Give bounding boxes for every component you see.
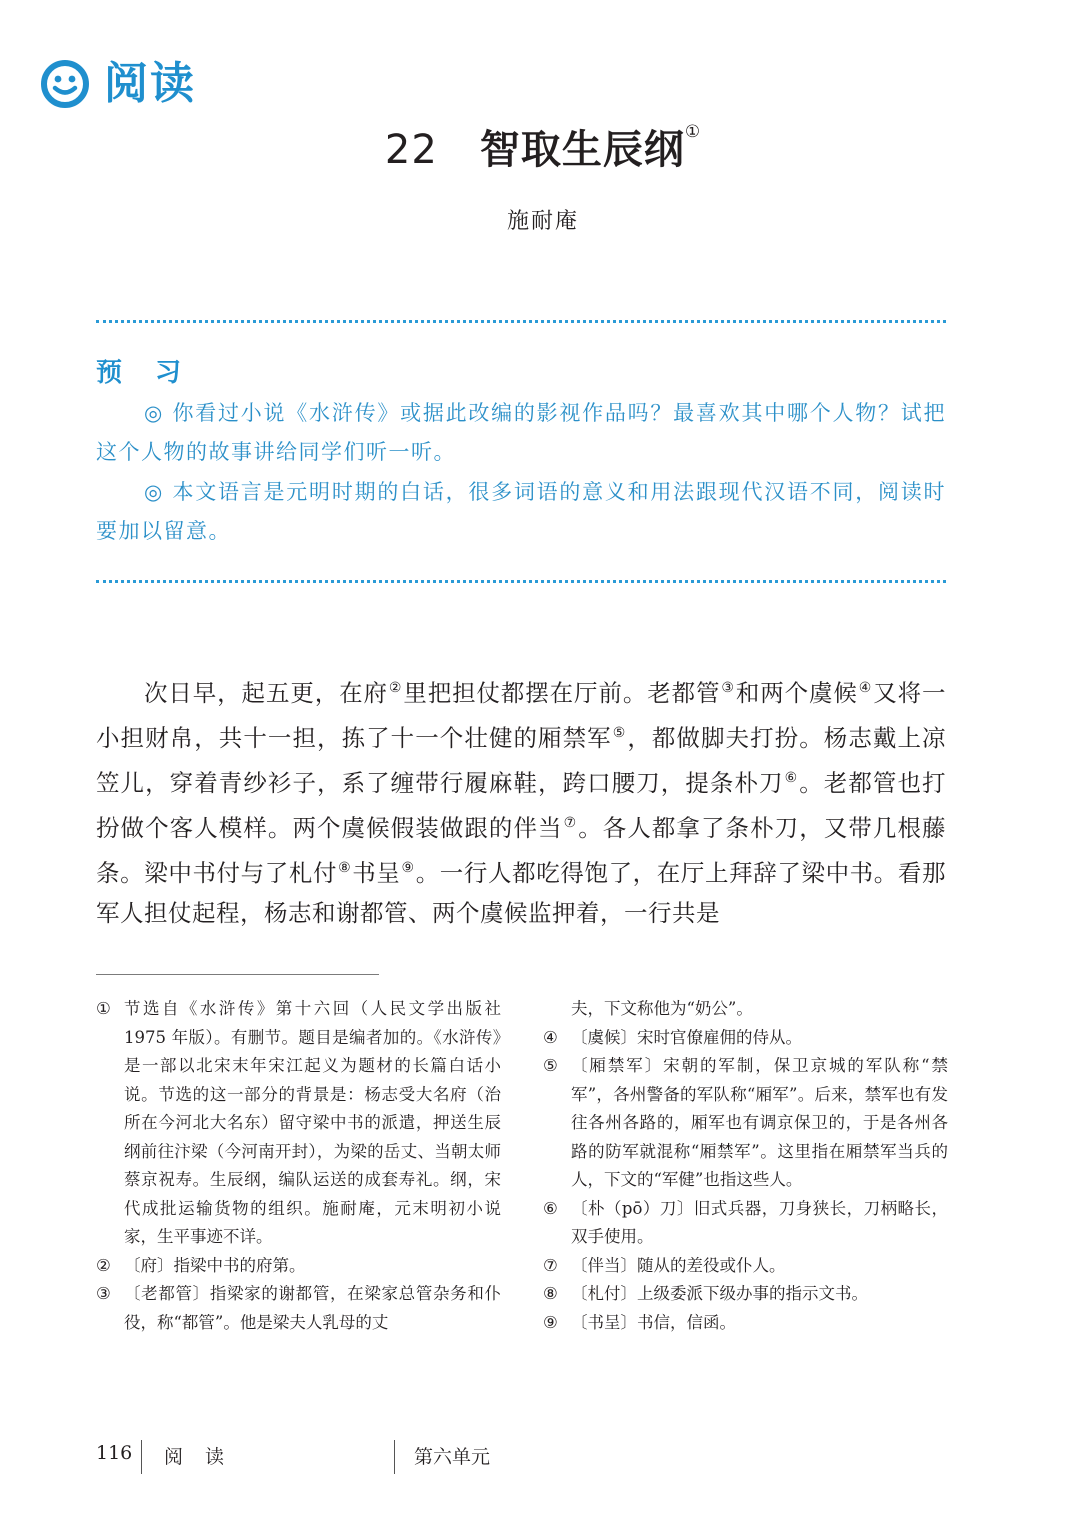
footnote-item xyxy=(543,1052,948,1195)
footnote-text: 〔朴（pō）刀〕旧式兵器，刀身狭长，刀柄略长，双手使用。 xyxy=(571,1198,948,1246)
text-run: 。一行人都吃得饱了，在厅上拜辞了梁中书。看那军人担仗起程，杨志和谢都管、两个虞候监押着，一行共是 xyxy=(96,859,947,927)
footnote-ref[interactable]: ② xyxy=(388,680,403,696)
main-text xyxy=(96,668,946,933)
title-footnote-mark: ① xyxy=(684,122,702,142)
footnote-continuation: 夫，下文称他为“奶公”。 xyxy=(571,999,753,1018)
dotted-divider-bottom xyxy=(96,580,946,583)
footnote-item xyxy=(543,1252,948,1281)
section-header xyxy=(40,58,196,110)
footnote-text: 〔书呈〕书信，信函。 xyxy=(571,1312,736,1332)
smiley-face-icon xyxy=(40,59,90,109)
preview-item: ◎ 你看过小说《水浒传》或据此改编的影视作品吗？最喜欢其中哪个人物？试把这个人物的故事讲给同学们听一听。 xyxy=(96,401,946,464)
lesson-title-block xyxy=(0,118,1086,175)
footnote-item xyxy=(543,1309,948,1338)
footnote-number: ⑤ xyxy=(543,1056,558,1075)
footnote-item xyxy=(96,1252,501,1281)
footnotes-right-column xyxy=(543,995,948,1337)
footnote-text: 节选自《水浒传》第十六回（人民文学出版社 1975 年版）。有删节。题目是编者加的。《水浒传》是一部以北宋末年宋江起义为题材的长篇白话小说。节选的这一部分的背景是：杨志受大名府（治所在今河北大名东）留守梁中书的派遣，押送生辰纲前往汴梁（今河南开封），为梁的岳丈、当朝太师蔡京祝寿。生辰纲，编队运送的成套寿礼。纲，宋代成批运输货物的组织。施耐庵，元末明初小说家，生平事迹不详。 xyxy=(124,999,501,1246)
footnote-ref[interactable]: ⑨ xyxy=(401,860,415,876)
footnote-item xyxy=(543,1195,948,1252)
footnote-item xyxy=(543,1024,948,1053)
footnotes-left-column xyxy=(96,995,501,1337)
footnote-text: 〔札付〕上级委派下级办事的指示文书。 xyxy=(571,1284,868,1303)
footnote-ref[interactable]: ⑧ xyxy=(338,860,352,876)
footnote-number: ② xyxy=(96,1255,111,1275)
footnote-text: 〔老都管〕指梁家的谢都管，在梁家总管杂务和仆役，称“都管”。他是梁夫人乳母的丈 xyxy=(124,1284,501,1332)
footnote-text: 〔伴当〕随从的差役或仆人。 xyxy=(571,1255,786,1275)
text-run: 书呈 xyxy=(352,859,401,887)
lesson-number: 22 xyxy=(384,127,438,173)
footnote-ref[interactable]: ⑤ xyxy=(612,725,627,741)
footer-unit: 第六单元 xyxy=(414,1446,491,1468)
text-run: 和两个虞候 xyxy=(735,679,858,707)
footnote-number: ① xyxy=(96,999,111,1018)
footnote-ref[interactable]: ⑥ xyxy=(784,770,799,786)
footnote-item xyxy=(96,1280,501,1337)
footnote-number: ④ xyxy=(543,1027,558,1047)
footnote-text: 〔厢禁军〕宋朝的军制，保卫京城的军队称“禁军”，各州警备的军队称“厢军”。后来，禁军也有发往各州各路的，厢军也有调京保卫的，于是各州各路的防军就混称“厢禁军”。这里指在厢禁军当兵的人，下文的“军健”也指这些人。 xyxy=(571,1056,948,1189)
author: 施耐庵 xyxy=(506,209,579,234)
dotted-divider-top xyxy=(96,320,946,323)
lesson-title-text: 智取生辰纲 xyxy=(479,127,685,173)
footnote-number: ⑧ xyxy=(543,1284,558,1303)
text-run: 次日早，起五更，在府 xyxy=(144,679,388,707)
text-run: 又将一小担财帛，共十一担，拣了十一个壮健的厢禁军 xyxy=(96,679,947,752)
footer-divider xyxy=(394,1440,395,1474)
text-run: 。各人都拿了条朴刀，又带几根藤条。梁中书付与了札付 xyxy=(96,814,947,887)
section-label: 阅读 xyxy=(104,58,196,109)
footnote-ref[interactable]: ③ xyxy=(721,680,735,696)
text-run: ，都做脚夫打扮。杨志戴上凉笠儿，穿着青纱衫子，系了缠带行履麻鞋，跨口腰刀，提条朴刀 xyxy=(96,724,946,797)
preview-item: ◎ 本文语言是元明时期的白话，很多词语的意义和用法跟现代汉语不同，阅读时要加以留意。 xyxy=(96,480,946,543)
text-run: 。老都管也打扮做个客人模样。两个虞候假装做跟的伴当 xyxy=(96,769,947,842)
footer-divider xyxy=(141,1440,142,1474)
footnote-number: ③ xyxy=(96,1284,111,1303)
text-run: 里把担仗都摆在厅前。老都管 xyxy=(403,679,721,707)
footnote-number: ⑥ xyxy=(543,1198,558,1218)
footnote-text: 〔府〕指梁中书的府第。 xyxy=(124,1255,306,1275)
footer-section: 阅 读 xyxy=(164,1446,233,1468)
footnote-ref[interactable]: ⑦ xyxy=(563,815,578,831)
footnote-number: ⑨ xyxy=(543,1312,558,1332)
lesson-title xyxy=(385,118,701,175)
footnote-item xyxy=(96,995,501,1252)
footnote-number: ⑦ xyxy=(543,1255,558,1275)
footnote-ref[interactable]: ④ xyxy=(858,680,873,696)
preview-heading: 预 习 xyxy=(96,358,194,388)
footnote-rule xyxy=(96,974,379,975)
page-number: 116 xyxy=(96,1442,133,1464)
footnote-item xyxy=(543,1280,948,1309)
footnote-text: 〔虞候〕宋时官僚雇佣的侍从。 xyxy=(571,1027,802,1047)
